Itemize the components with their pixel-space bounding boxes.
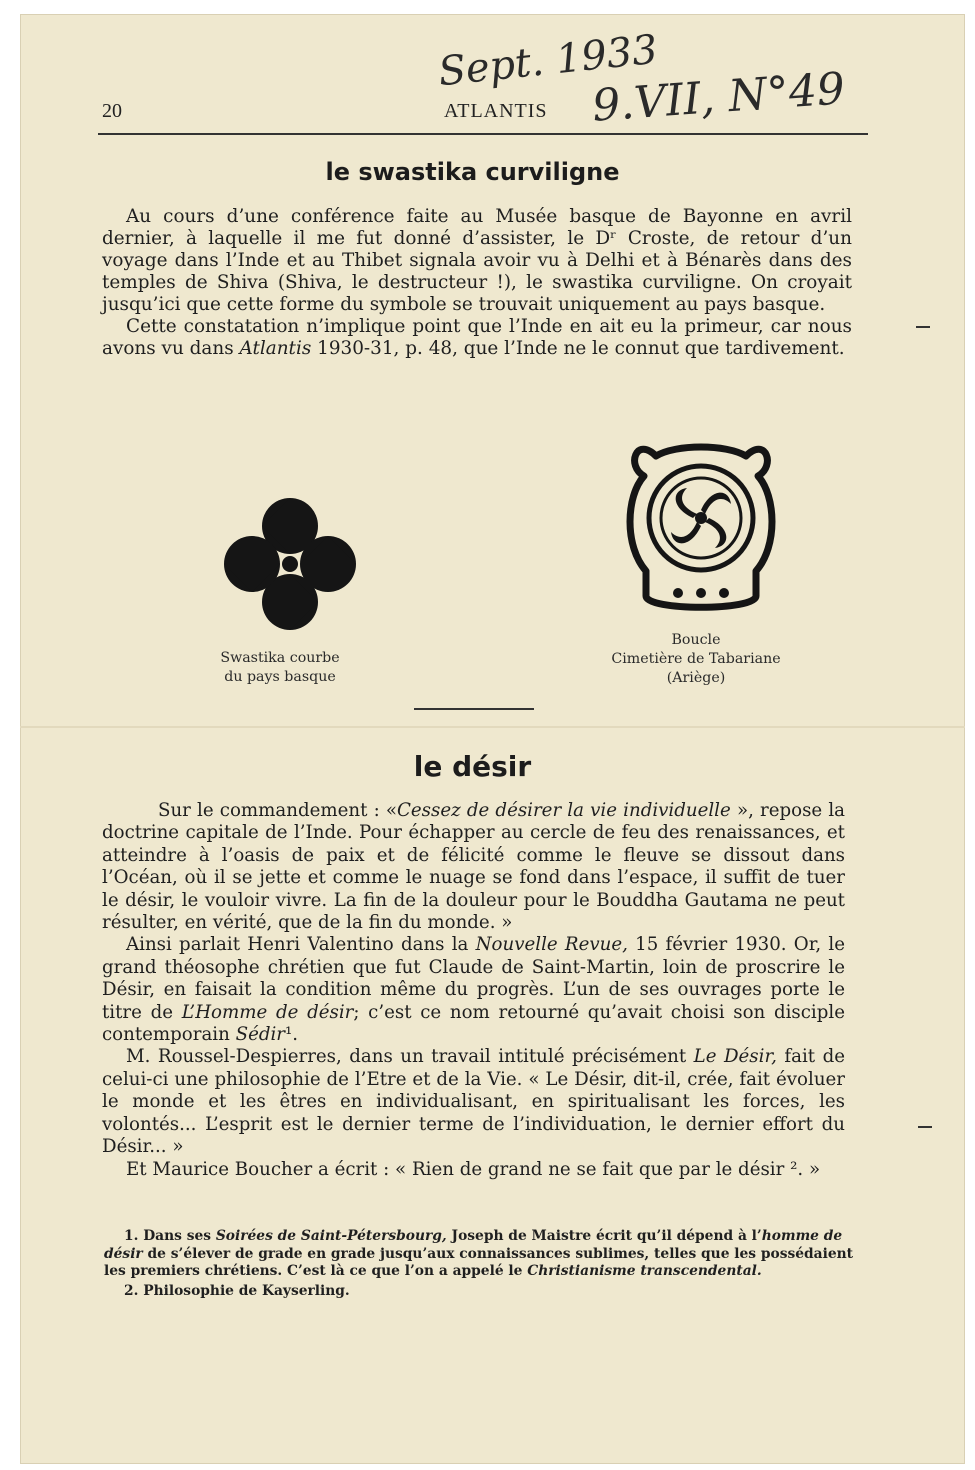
margin-pencil-mark	[918, 1126, 932, 1128]
paragraph: M. Roussel-Despierres, dans un travail intitulé précisément Le Désir, fait de celui-ci une philosophie de l’Etre et de la Vie. « Le Désir, dit-il, crée, fait évoluer le monde et les êtres en individualisant, en spiritualisant les forces, les volontés... L’esprit est le dernier terme de l’individuation, le dernier effort du Désir... »	[102, 1046, 845, 1158]
footnote-2: 2. Philosophie de Kayserling.	[124, 1282, 350, 1299]
article-body-swastika	[102, 206, 852, 360]
margin-pencil-mark	[916, 326, 930, 328]
buckle-icon	[616, 426, 786, 626]
figure-tabariane-buckle	[586, 426, 806, 688]
section-separator	[414, 708, 534, 710]
handwritten-reference: 9.VII, N°49	[590, 63, 847, 132]
page-number: 20	[102, 100, 122, 122]
paragraph: Cette constatation n’implique point que l’Inde en ait eu la primeur, car nous avons vu dans Atlantis 1930-31, p. 48, que l’Inde ne le connut que tardivement.	[102, 316, 852, 359]
lauburu-icon	[190, 484, 370, 644]
paragraph: Ainsi parlait Henri Valentino dans la Nouvelle Revue, 15 février 1930. Or, le grand théosophe chrétien que fut Claude de Saint-Martin, loin de proscrire le Désir, en faisait la condition même du progrès. L’un de ses ouvrages porte le titre de L’Homme de désir; c’est ce nom retourné qu’avait choisi son disciple contemporain Sédir¹.	[102, 934, 845, 1046]
running-title: ATLANTIS	[444, 100, 548, 122]
journal-title: Atlantis	[239, 338, 312, 359]
figure-basque-swastika	[190, 484, 370, 687]
article-title-desir: le désir	[413, 750, 532, 783]
header-rule	[98, 133, 868, 135]
article-body-desir	[102, 800, 845, 1181]
paragraph: Sur le commandement : «Cessez de désirer la vie individuelle », repose la doctrine capitale de l’Inde. Pour échapper au cercle de feu des renaissances, et atteindre à l’oasis de paix et de félicité comme le fleuve se dissout dans l’Océan, où il se jette et comme le nuage se fond dans l’espace, il suffit de tuer le désir, le vouloir vivre. La fin de la douleur pour le Bouddha Gautama ne peut résulter, en vérité, que de la fin du monde. »	[102, 800, 845, 934]
figure-right-caption: Boucle Cimetière de Tabariane (Ariège)	[611, 632, 781, 686]
handwritten-date: Sept. 1933	[436, 26, 660, 96]
footnotes	[104, 1228, 856, 1300]
footnote-1: 1. Dans ses Soirées de Saint-Pétersbourg, Joseph de Maistre écrit qu’il dépend à l’homme de désir de s’élever de grade en grade jusqu’aux connaissances sublimes, telles que les possédaient les premiers chrétiens. C’est là ce que l’on a appelé le Christianisme transcendental.	[104, 1228, 854, 1279]
paragraph: Et Maurice Boucher a écrit : « Rien de grand ne se fait que par le désir ². »	[126, 1158, 821, 1180]
figure-left-caption: Swastika courbe du pays basque	[220, 650, 340, 685]
page-fold-line	[20, 726, 965, 728]
paragraph: Au cours d’une conférence faite au Musée basque de Bayonne en avril dernier, à laquelle il me fut donné d’assister, le Dʳ Croste, de retour d’un voyage dans l’Inde et au Thibet signala avoir vu à Delhi et à Bénarès dans des temples de Shiva (Shiva, le destructeur !), le swastika curviligne. On croyait jusqu’ici que cette forme du symbole se trouvait uniquement au pays basque.	[102, 206, 852, 315]
article-title-swastika: le swastika curviligne	[325, 158, 620, 186]
